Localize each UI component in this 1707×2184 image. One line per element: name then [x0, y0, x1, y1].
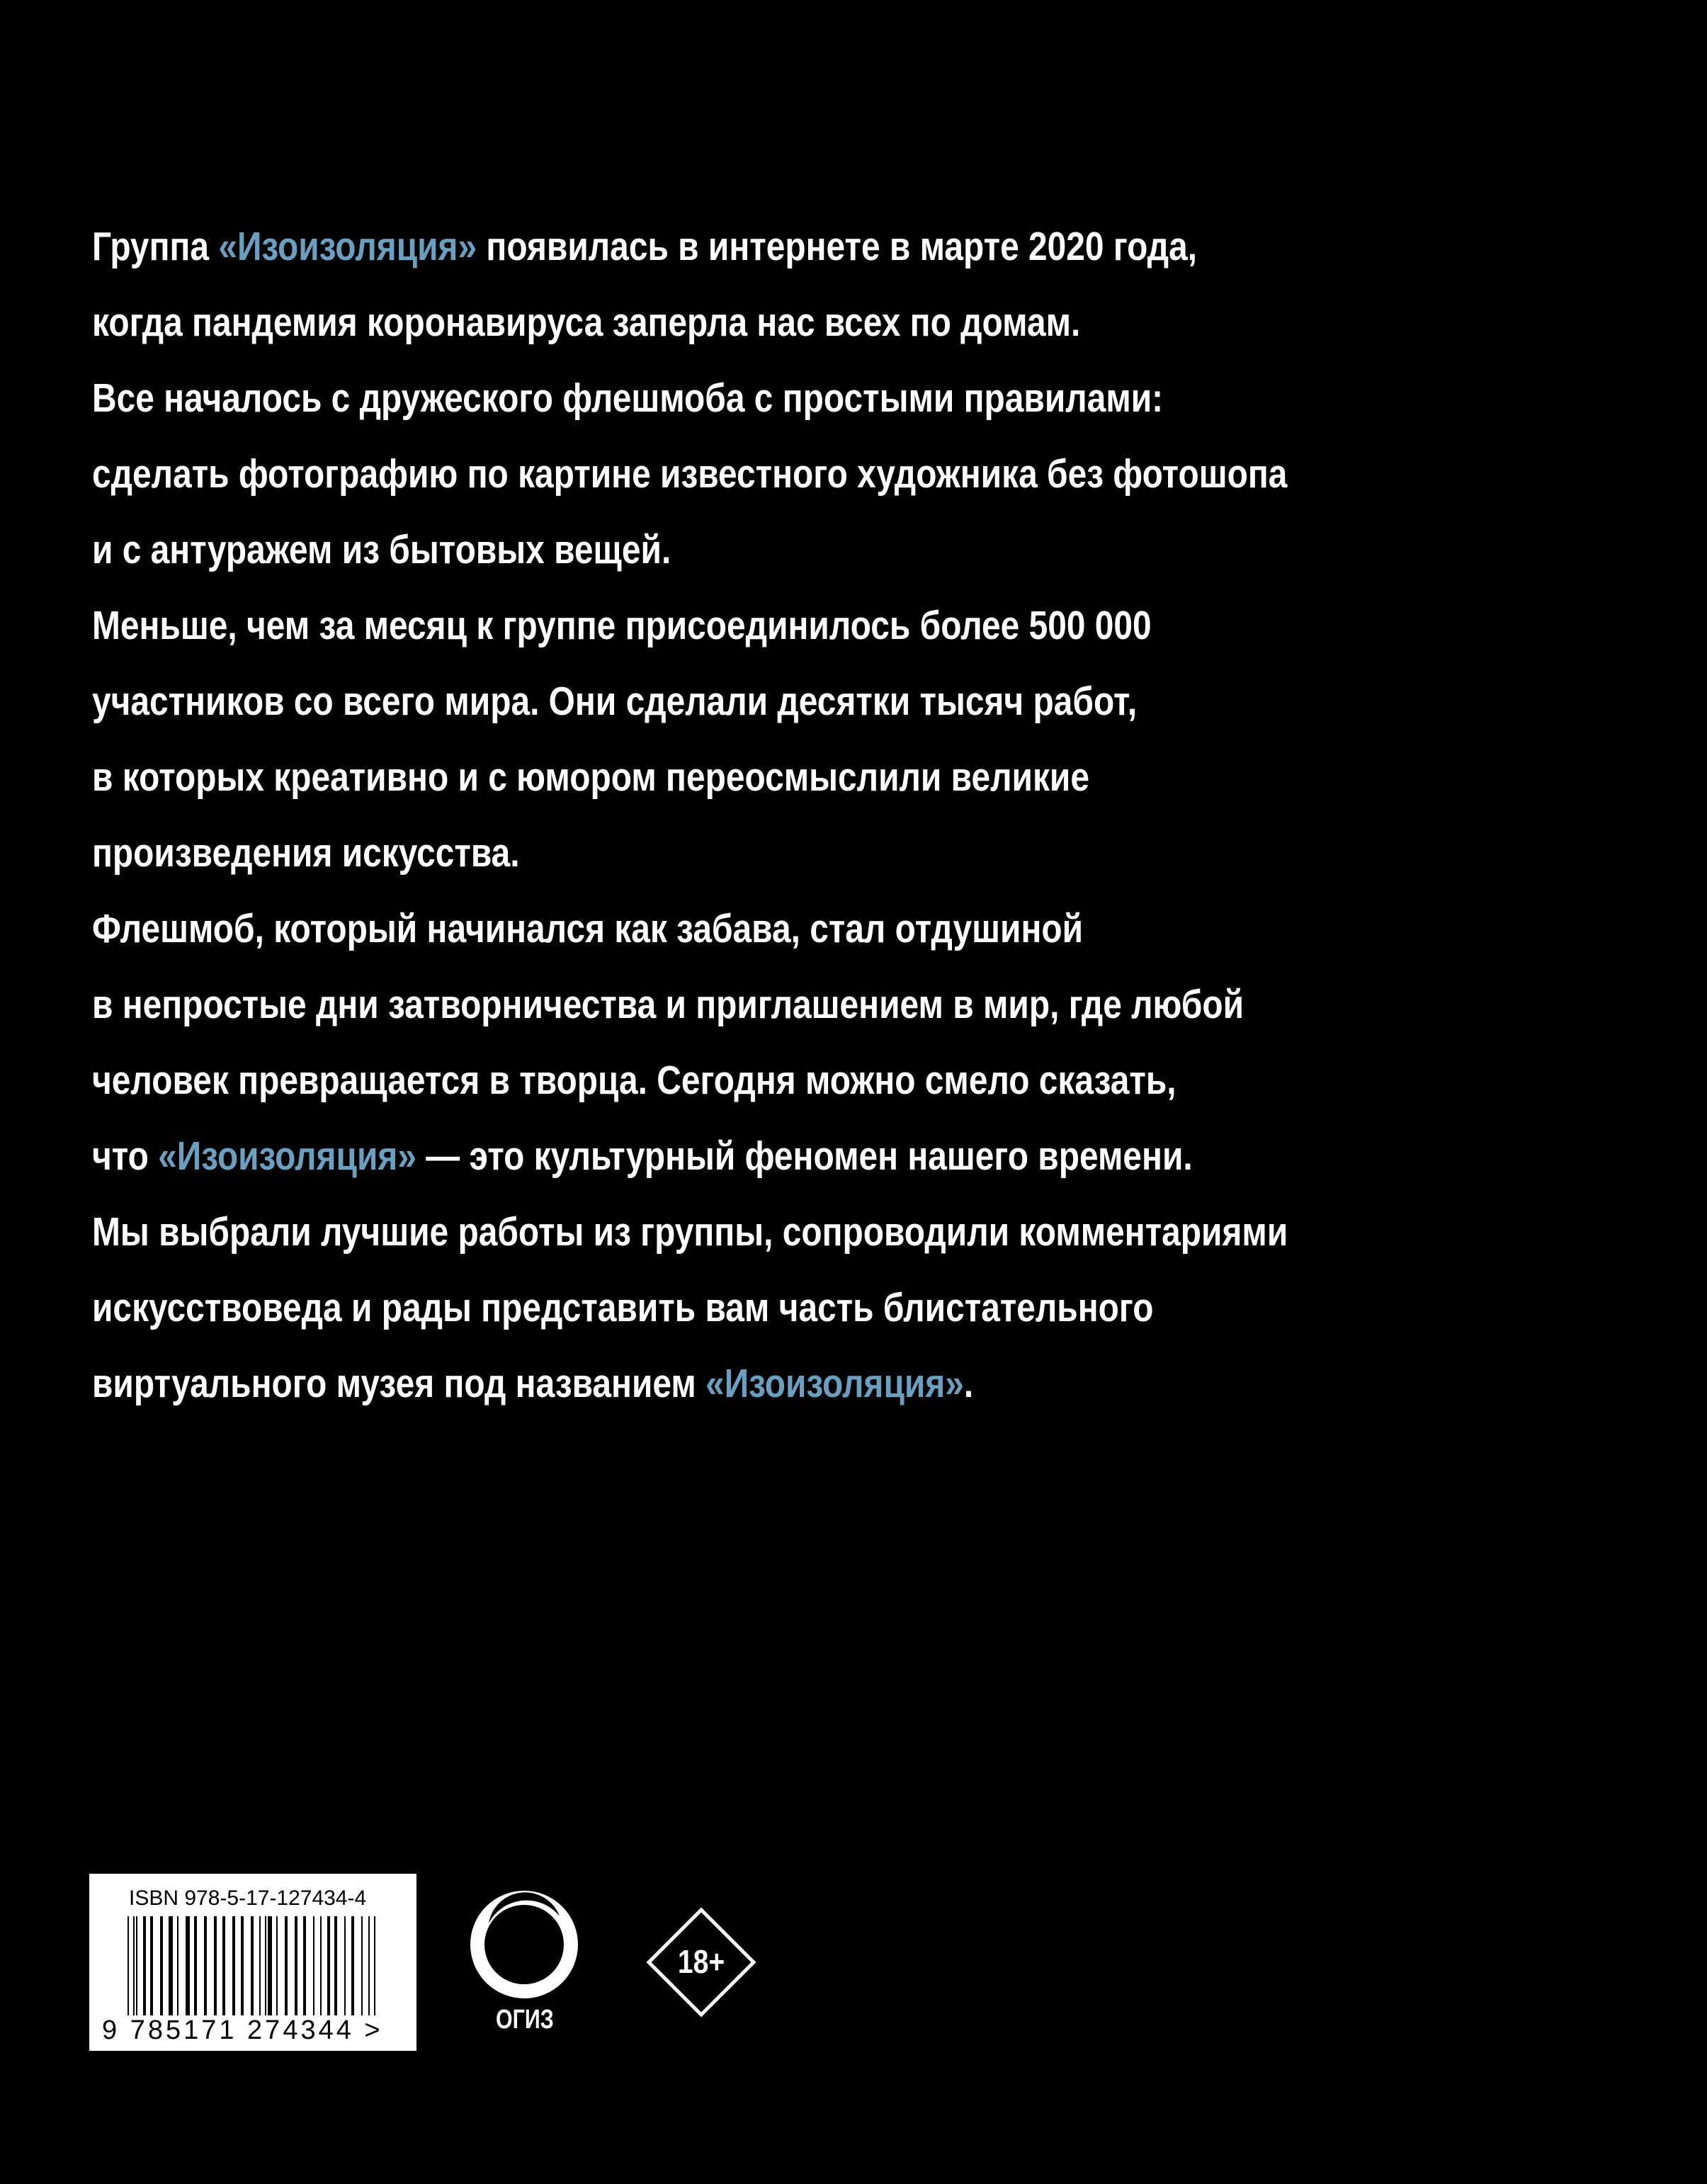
- text-line: виртуального музея под названием «Изоизоляция».: [92, 1361, 974, 1406]
- group-name-highlight: «Изоизоляция»: [158, 1133, 416, 1179]
- text-line: Меньше, чем за месяц к группе присоединилось более 500 000: [92, 603, 1152, 648]
- text-line: Мы выбрали лучшие работы из группы, сопроводили комментариями: [92, 1209, 1288, 1255]
- text-line: Все началось с дружеского флешмоба с простыми правилами:: [92, 375, 1164, 421]
- text-line: произведения искусства.: [92, 830, 520, 876]
- text-line: Группа «Изоизоляция» появилась в интернете в марте 2020 года,: [92, 224, 1198, 269]
- back-cover-text: [92, 209, 1371, 1422]
- text-line: Флешмоб, который начинался как забава, стал отдушиной: [92, 906, 1084, 951]
- text-line: участников со всего мира. Они сделали десятки тысяч работ,: [92, 679, 1138, 724]
- text-line: сделать фотографию по картине известного художника без фотошопа: [92, 451, 1288, 497]
- text-line: искусствоведа и рады представить вам часть блистательного: [92, 1285, 1154, 1330]
- text-line: когда пандемия коронавируса заперла нас всех по домам.: [92, 300, 1081, 345]
- age-rating: 18+: [677, 1943, 725, 1980]
- barcode-icon: [125, 1916, 394, 2015]
- isbn-barcode-block: [89, 1874, 416, 2051]
- text-line: в которых креативно и с юмором переосмыслили великие: [92, 754, 1089, 800]
- text-line: что «Изоизоляция» — это культурный феномен нашего времени.: [92, 1133, 1193, 1179]
- publisher-name: ОГИЗ: [496, 2005, 554, 2035]
- ogiz-logo-icon: [467, 1888, 581, 2008]
- text-line: человек превращается в творца. Сегодня можно смело сказать,: [92, 1058, 1176, 1103]
- group-name-highlight: «Изоизоляция»: [705, 1361, 964, 1406]
- text-line: в непростые дни затворничества и приглашением в мир, где любой: [92, 982, 1244, 1027]
- isbn-label: ISBN 978-5-17-127434-4: [129, 1886, 367, 1910]
- text-line: и с антуражем из бытовых вещей.: [92, 527, 671, 572]
- group-name-highlight: «Изоизоляция»: [218, 224, 477, 269]
- barcode-digits: 9 785171 274344 >: [102, 2015, 383, 2045]
